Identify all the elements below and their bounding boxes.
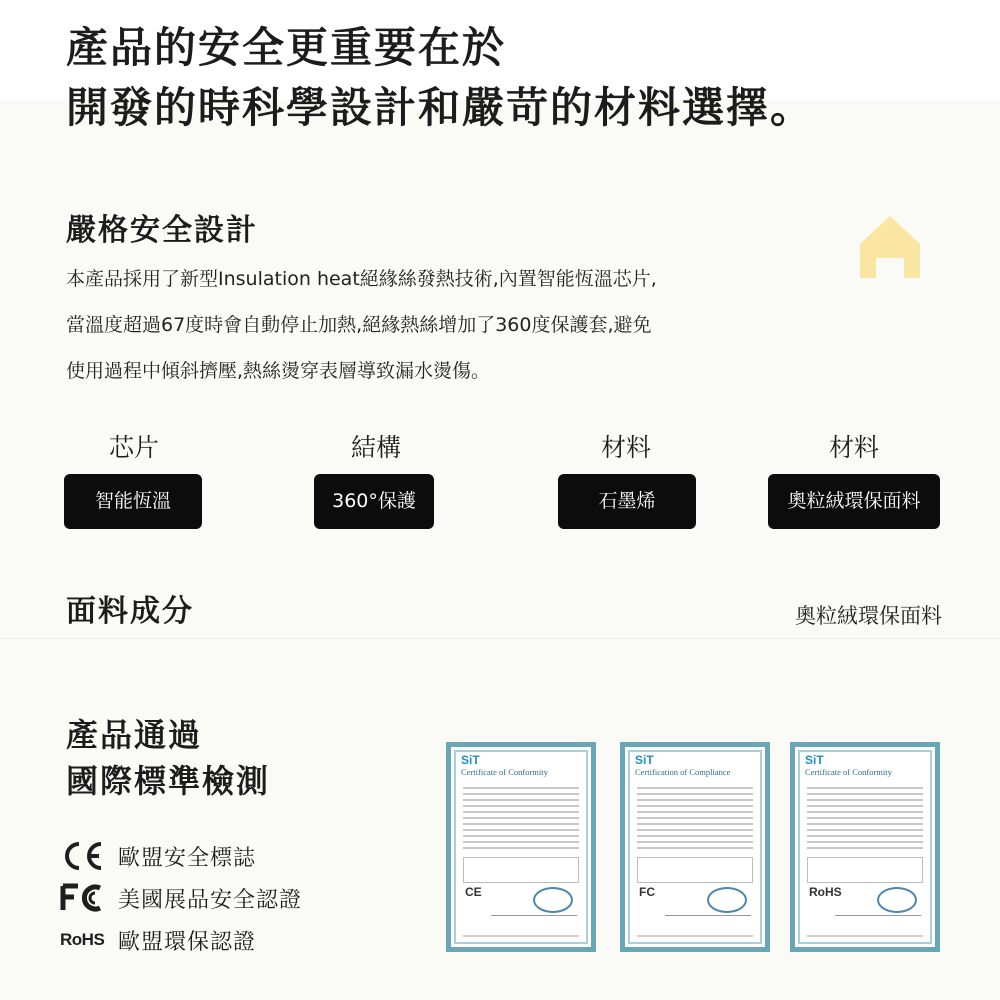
- certificate-signature-line: [665, 915, 751, 916]
- headline: [66, 18, 814, 138]
- certificate-text-lines: [637, 787, 753, 853]
- certificate-footer: [637, 935, 753, 937]
- fabric-composition-title: 面料成分: [66, 594, 194, 629]
- safety-description: [66, 256, 846, 394]
- rohs-mark-text: RoHS: [60, 930, 105, 949]
- certificate-document-ce: [446, 742, 596, 952]
- cert-item-ce: [60, 838, 256, 874]
- certificate-footer: [463, 935, 579, 937]
- cert-label: 歐盟安全標誌: [118, 845, 257, 871]
- fabric-composition-value: 奧粒絨環保面料: [795, 604, 942, 628]
- rohs-mark-icon: [60, 930, 112, 950]
- safety-design-title: 嚴格安全設計: [66, 213, 258, 248]
- description-line: 本產品採用了新型Insulation heat絕緣絲發熱技術,內置智能恆溫芯片,: [66, 268, 657, 290]
- certificate-brand: SiT: [635, 753, 654, 767]
- certificate-footer: [807, 935, 923, 937]
- certificate-document-rohs: [790, 742, 940, 952]
- feature-structure: [286, 430, 466, 529]
- certification-title: [66, 712, 270, 804]
- cert-item-rohs: [60, 922, 256, 958]
- certificate-title: Certificate of Conformity: [805, 767, 892, 777]
- feature-label: 材料: [828, 433, 879, 462]
- certificate-table: [807, 857, 923, 883]
- house-icon: [858, 214, 922, 280]
- cert-item-fcc: [60, 880, 302, 916]
- feature-chip: [44, 430, 224, 529]
- certification-title-line-2: 國際標準檢測: [66, 762, 271, 800]
- cert-label: 歐盟環保認證: [118, 929, 257, 955]
- feature-value-pill: 奧粒絨環保面料: [768, 474, 940, 529]
- feature-label: 結構: [350, 433, 401, 462]
- feature-material-fabric: [764, 430, 944, 529]
- feature-value-pill: 360°保護: [314, 474, 434, 529]
- ce-mark-icon: [60, 841, 112, 871]
- section-divider: [0, 638, 1000, 639]
- headline-line-2: 開發的時科學設計和嚴苛的材料選擇。: [66, 83, 815, 132]
- feature-label: 芯片: [108, 433, 159, 462]
- certificate-mark: FC: [639, 885, 655, 899]
- certificate-signature-line: [491, 915, 577, 916]
- feature-value-pill: 智能恆溫: [64, 474, 202, 529]
- description-line: 當溫度超過67度時會自動停止加熱,絕緣熱絲增加了360度保護套,避免: [66, 314, 652, 336]
- certificate-table: [463, 857, 579, 883]
- certificate-document-fcc: [620, 742, 770, 952]
- certificate-mark: CE: [465, 885, 482, 899]
- certificate-title: Certificate of Conformity: [461, 767, 548, 777]
- certificate-seal: [533, 887, 573, 913]
- feature-value-pill: 石墨烯: [558, 474, 696, 529]
- certificate-brand: SiT: [461, 753, 480, 767]
- certificate-title: Certification of Compliance: [635, 767, 731, 777]
- certificate-mark: RoHS: [809, 885, 842, 899]
- certification-title-line-1: 產品通過: [66, 716, 203, 754]
- certificate-seal: [707, 887, 747, 913]
- feature-material-graphene: [536, 430, 716, 529]
- cert-label: 美國展品安全認證: [118, 887, 303, 913]
- headline-line-1: 產品的安全更重要在於: [66, 23, 507, 72]
- description-line: 使用過程中傾斜擠壓,熱絲燙穿表層導致漏水燙傷。: [66, 360, 491, 382]
- certificate-brand: SiT: [805, 753, 824, 767]
- certificate-text-lines: [463, 787, 579, 853]
- fcc-mark-icon: [60, 883, 112, 913]
- feature-label: 材料: [600, 433, 651, 462]
- certificate-seal: [877, 887, 917, 913]
- certificate-signature-line: [835, 915, 921, 916]
- certificate-text-lines: [807, 787, 923, 853]
- certificate-table: [637, 857, 753, 883]
